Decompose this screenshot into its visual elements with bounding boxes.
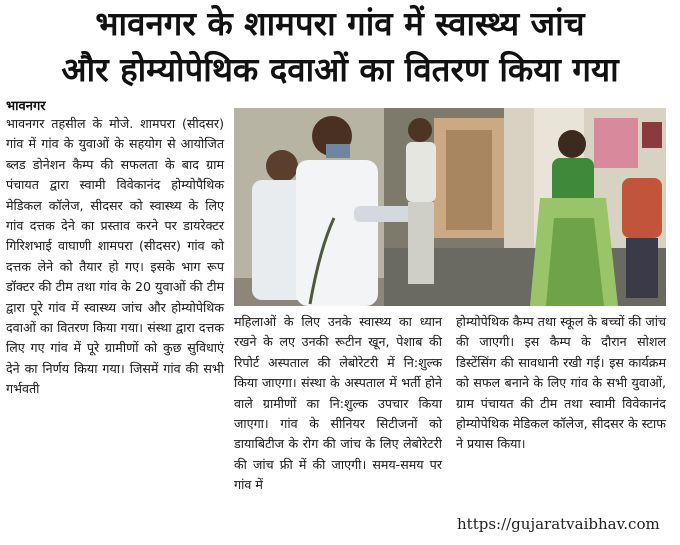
- article-column-3: [456, 312, 666, 455]
- news-photo-illustration: [234, 108, 666, 306]
- dateline: भावनगर: [6, 99, 46, 114]
- article-column-1: [6, 114, 224, 400]
- article-text-col2: महिलाओं के लिए उनके स्वास्थ्य का ध्यान रखने के लए उनकी रूटीन खून, पेशाब की रिपोर्ट अस्पताल की लेबोरेटरी में नि:शुल्क किया जाएगा। संस्था के अस्पताल में भर्ती होने वाले ग्रामीणों का नि:शुल्क उपचार किया जाएगा। गांव के सीनियर सिटीजनों को डायाबिटीज के रोग की जांच के लिए लेबोरेटरी की जांच फ्री में की जाएगी। समय-समय पर गांव में: [234, 314, 442, 493]
- source-url[interactable]: https://gujaratvaibhav.com: [457, 515, 660, 533]
- headline-line-2: और होम्योपेथिक दवाओं का वितरण किया गया: [61, 50, 619, 89]
- headline-line-1: भावनगर के शामपरा गांव में स्वास्थ्य जांच: [95, 4, 585, 43]
- article-text-col3: होम्योपेथिक कैम्प तथा स्कूल के बच्चों की जांच की जाएगी। इस कैम्प के दौरान सोशल डिस्टेंसिंग की सावधानी रखी गई। इस कार्यक्रम को सफल बनाने के लिए गांव के सभी युवाओं, ग्राम पंचायत की टीम तथा स्वामी विवेकानंद होम्योपेथिक मेडिकल कॉलेज, सीदसर के स्टाफ ने प्रयास किया।: [456, 314, 666, 452]
- article-text-col1: भावनगर तहसील के मोजे. शामपरा (सीदसर) गांव में गांव के युवाओं के सहयोग से आयोजित ब्लड डोनेशन कैम्प की सफलता के बाद ग्राम पंचायत द्वारा स्वामी विवेकानंद होम्योपैथिक मेडिकल कॉलेज, सीदसर को स्वास्थ्य के लिए गांव दत्तक देने का प्रस्ताव करने पर डायरेक्टर गिरिशभाई वाघाणी शामपरा (सीदसर) गांव को दत्तक लेने को तैयार हो गए। इसके भाग रूप डॉक्टर की टीम तथा गांव के 20 युवाओं की टीम द्वारा पूरे गांव में स्वास्थ्य जांच और होम्योपेथिक दवाओं का वितरण किया गया। संस्था द्वारा दत्तक लिए गए गांव में पूरे ग्रामीणों को कुछ सुविधाएं देने का निर्णय किया गया। जिसमें गांव की सभी गर्भवती: [6, 116, 224, 397]
- news-photo: [234, 108, 666, 306]
- article-column-2: [234, 312, 442, 496]
